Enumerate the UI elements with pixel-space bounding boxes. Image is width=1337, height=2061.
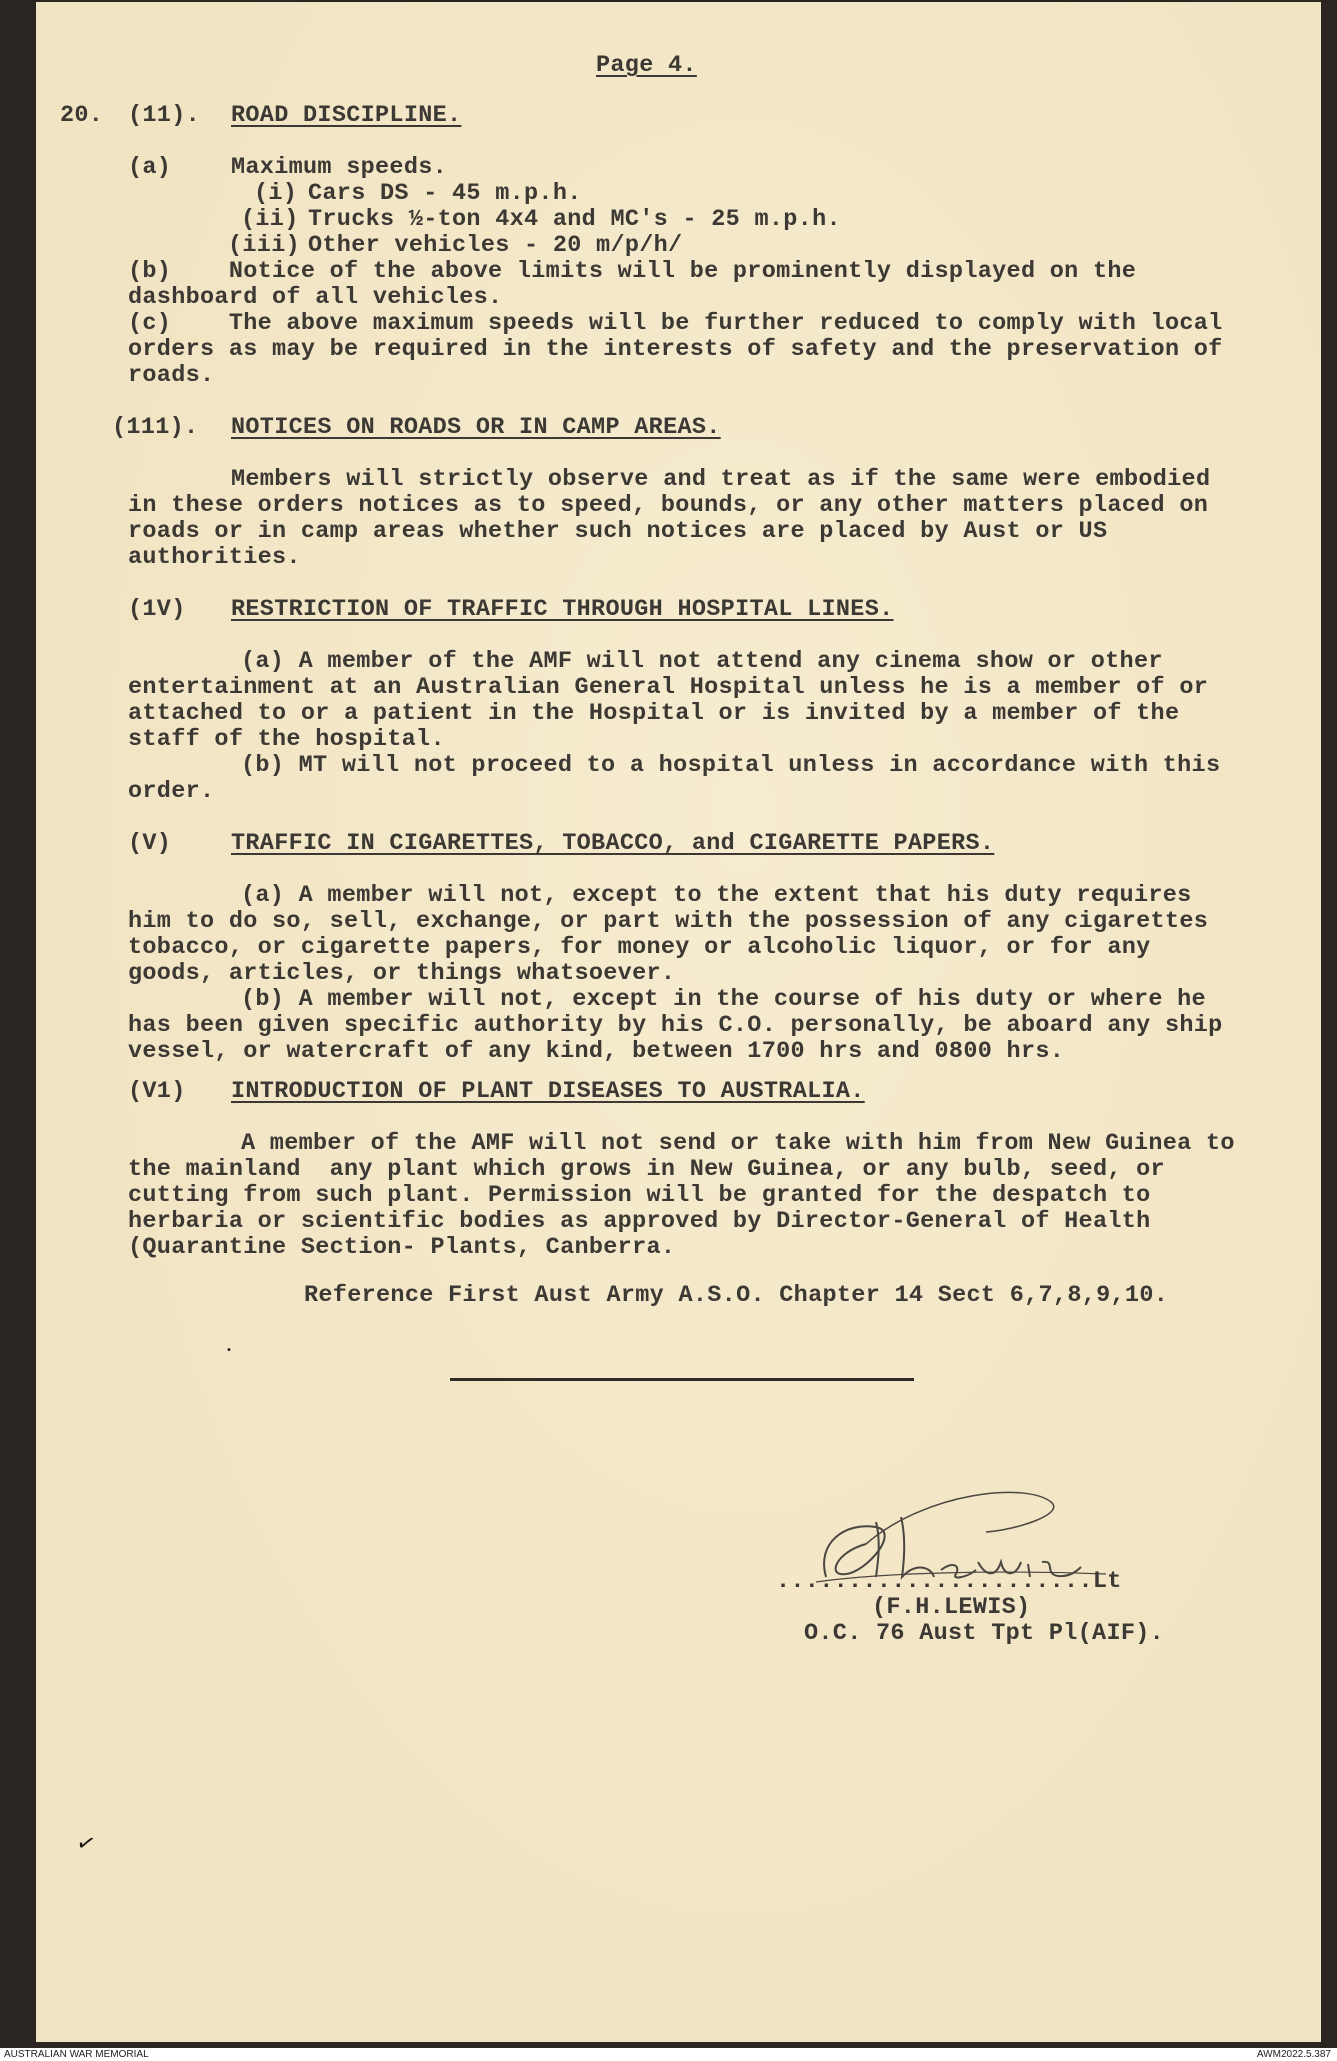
section-v-heading: TRAFFIC IN CIGARETTES, TOBACCO, and CIGARETTE PAPERS. [231, 830, 995, 857]
sub-c-line: (c) The above maximum speeds will be further reduced to comply with local [128, 310, 1223, 337]
section-iii-line: roads or in camp areas whether such notices are placed by Aust or US [128, 518, 1108, 545]
section-v-line: (b) A member will not, except in the course of his duty or where he [241, 986, 1206, 1013]
section-iv-line: order. [128, 778, 215, 805]
sub-c-line: orders as may be required in the interests of safety and the preservation of [128, 336, 1223, 363]
section-iv-line: staff of the hospital. [128, 726, 445, 753]
speed-marker-2: (ii) [241, 206, 299, 233]
horizontal-rule [450, 1378, 914, 1381]
footer-item-id: AWM2022.5.387 [1256, 2049, 1331, 2060]
section-iv-number: (1V) [128, 596, 186, 623]
section-vi-line: cutting from such plant. Permission will be granted for the despatch to [128, 1182, 1151, 1209]
section-vi-line: herbaria or scientific bodies as approved by Director-General of Health [128, 1208, 1151, 1235]
section-v-line: has been given specific authority by his C.O. personally, be aboard any ship [128, 1012, 1223, 1039]
speed-marker-1: (i) [254, 180, 298, 207]
section-v-number: (V) [128, 830, 172, 857]
section-iii-heading: NOTICES ON ROADS OR IN CAMP AREAS. [231, 414, 721, 441]
section-iv-line: attached to or a patient in the Hospital or is invited by a member of the [128, 700, 1180, 727]
section-v-line: goods, articles, or things whatsoever. [128, 960, 676, 987]
signer-name: (F.H.LEWIS) [872, 1594, 1031, 1621]
speed-item-2: Trucks ½-ton 4x4 and MC's - 25 m.p.h. [308, 206, 841, 233]
section-iii-line: in these orders notices as to speed, bounds, or any other matters placed on [128, 492, 1209, 519]
section-iv-heading: RESTRICTION OF TRAFFIC THROUGH HOSPITAL LINES. [231, 596, 894, 623]
section-ii-heading: ROAD DISCIPLINE. [231, 102, 462, 129]
section-vi-line: (Quarantine Section- Plants, Canberra. [128, 1234, 676, 1261]
signer-role: O.C. 76 Aust Tpt Pl(AIF). [804, 1620, 1165, 1647]
section-iv-line: entertainment at an Australian General Hospital unless he is a member of or [128, 674, 1209, 701]
section-iii-line: authorities. [128, 544, 301, 571]
ink-dot: • [226, 1346, 233, 1357]
ink-tick: ✓ [74, 1827, 98, 1861]
section-vi-number: (V1) [128, 1078, 186, 1105]
speed-item-3: Other vehicles - 20 m/p/h/ [308, 232, 683, 259]
sub-c-line: roads. [128, 362, 215, 389]
speed-item-1: Cars DS - 45 m.p.h. [308, 180, 582, 207]
footer-archive-name: AUSTRALIAN WAR MEMORIAL [4, 2049, 149, 2060]
signature-dotted-line: ......................Lt [776, 1568, 1122, 1595]
section-vi-heading: INTRODUCTION OF PLANT DISEASES TO AUSTRALIA. [231, 1078, 865, 1105]
reference-line: Reference First Aust Army A.S.O. Chapter 14 Sect 6,7,8,9,10. [304, 1282, 1169, 1309]
section-v-line: vessel, or watercraft of any kind, between 1700 hrs and 0800 hrs. [128, 1038, 1065, 1065]
section-iii-number: (111). [112, 414, 199, 441]
section-iv-line: (a) A member of the AMF will not attend any cinema show or other [241, 648, 1163, 675]
sub-b-line: (b) Notice of the above limits will be prominently displayed on the [128, 258, 1137, 285]
section-ii-number: (11). [128, 102, 201, 129]
page-header: Page 4. [596, 52, 697, 79]
section-v-line: (a) A member will not, except to the extent that his duty requires [241, 882, 1192, 909]
sub-a-intro: Maximum speeds. [231, 154, 448, 181]
sub-b-line: dashboard of all vehicles. [128, 284, 503, 311]
section-iv-line: (b) MT will not proceed to a hospital unless in accordance with this [241, 752, 1221, 779]
paragraph-number: 20. [60, 102, 104, 129]
document-page [36, 2, 1321, 2042]
section-iii-line: Members will strictly observe and treat as if the same were embodied [231, 466, 1211, 493]
speed-marker-3: (iii) [228, 232, 301, 259]
section-v-line: tobacco, or cigarette papers, for money or alcoholic liquor, or for any [128, 934, 1151, 961]
section-v-line: him to do so, sell, exchange, or part with the possession of any cigarettes [128, 908, 1209, 935]
sub-a-marker: (a) [128, 154, 172, 181]
section-vi-line: the mainland any plant which grows in New Guinea, or any bulb, seed, or [128, 1156, 1165, 1183]
section-vi-line: A member of the AMF will not send or take with him from New Guinea to [241, 1130, 1235, 1157]
